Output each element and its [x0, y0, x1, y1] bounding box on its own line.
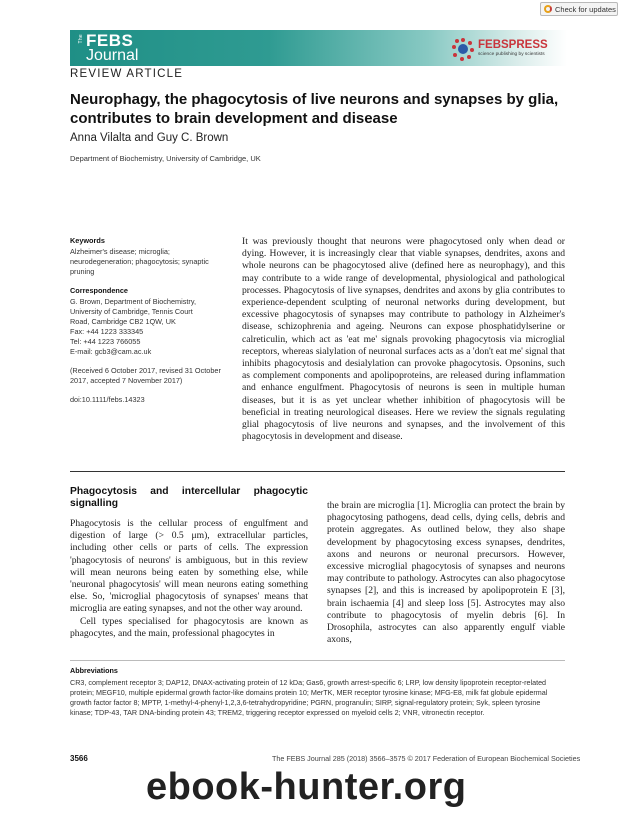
article-sidebar [70, 236, 230, 414]
article-doi[interactable]: doi:10.1111/febs.14323 [70, 395, 145, 404]
footer-citation: The FEBS Journal 285 (2018) 3566–3575 © 2017 Federation of European Biochemical Societies [272, 754, 581, 763]
abbreviations-block [70, 666, 565, 718]
febs-press-mark-icon [452, 38, 474, 60]
article-type: REVIEW ARTICLE [70, 68, 184, 80]
received-dates: (Received 6 October 2017, revised 31 October 2017, accepted 7 November 2017) [70, 366, 221, 385]
correspondence-heading: Correspondence [70, 286, 128, 295]
correspondence-email[interactable]: E-mail: gcb3@cam.ac.uk [70, 347, 152, 356]
journal-logo-the: The [78, 34, 84, 44]
correspondence-fax: Fax: +44 1223 333345 [70, 327, 144, 336]
author-affiliation: Department of Biochemistry, University of Cambridge, UK [70, 154, 261, 163]
body-paragraph: Phagocytosis is the cellular process of engulfment and digestion of large (> 0.5 μm), extracellular particles, including other cells or parts of cells. The expression 'phagocytosis of neurons' is ambiguous, but in this review will mean neurons being eaten by something else, while 'neuronal phagocytosis' will mean neurons eating something else. So, 'microglial phagocytosis of synapses' means that microglia are eating synapses, and not the other way around. [70, 518, 308, 615]
journal-logo-journal: Journal [86, 47, 139, 64]
correspondence-line: G. Brown, Department of Biochemistry, [70, 297, 196, 306]
correspondence-line: Road, Cambridge CB2 1QW, UK [70, 317, 176, 326]
keywords-heading: Keywords [70, 236, 105, 245]
watermark-text: ebook-hunter.org [146, 766, 467, 808]
page-number: 3566 [70, 754, 88, 763]
article-title: Neurophagy, the phagocytosis of live neurons and synapses by glia, contributes to brain development and disease [70, 91, 559, 127]
abstract-text: It was previously thought that neurons were phagocytosed only when dead or dying. However, it is increasingly clear that viable synapses, dendrites, axons and whole neurons can be phagocytosed alive (defined here as neurophagy), and this may contribute to a wide range of developmental, physiological and pathological processes. Phagocytosis of live synapses, dendrites and axons by glia contributes to experience-dependent sculpting of neuronal networks during development, but excessive phagocytosis of synapses may contribute to pathology in Alzheimer's disease, schizophrenia and ageing. Neurons can expose phosphatidylserine or calreticulin, which act as 'eat me' signals provoking phagocytosis via microglial receptors, whereas sialylation of neuronal surfaces acts as a 'don't eat me' signal that inhibits phagocytosis and desialylation can provoke phagocytosis. Opsonins, such as complement components and apolipoproteins, are released during inflammation and enhance engulfment. Phagocytosis of neurons is seen in multiple human diseases, but it is as yet unclear whether inhibition of phagocytosis will be beneficial in treating neurological diseases. Here we review the signals regulating glial phagocytosis of live neurons and synapses, and the involvement of this phagocytosis in development and disease. [242, 236, 565, 443]
keywords-block [70, 236, 230, 277]
article-authors: Anna Vilalta and Guy C. Brown [70, 132, 229, 144]
correspondence-block [70, 286, 230, 357]
abbreviations-text: CR3, complement receptor 3; DAP12, DNAX-activating protein of 12 kDa; Gas6, growth arrest-specific 6; LRP, low density lipoprotein receptor-related protein; MEGF10, multiple epidermal growth factor-like domains protein 10; MerTK, MER receptor tyrosine kinase; MFG-E8, milk fat globule epidermal growth factor factor 8; MPTP, 1-methyl-4-phenyl-1,2,3,6-tetrahydropyridine; PGRN, progranulin; SIRP, signal-regulatory protein; Syk, spleen tyrosine kinase; TDP-43, TAR DNA-binding protein 43; TREM2, triggering receptor expressed on myeloid cells 2; VNR, vitronectin receptor. [70, 678, 548, 717]
check-for-updates-label: Check for updates [555, 4, 616, 14]
correspondence-tel: Tel: +44 1223 766055 [70, 337, 141, 346]
abbreviations-divider [70, 660, 565, 661]
body-paragraph: the brain are microglia [1]. Microglia can protect the brain by phagocytosing pathogens, dead cells, dying cells, debris and protein aggregates. As outlined below, they also shape development by phagocytosing excess synapses, dendrites, axons and neurons or neuronal precursors. However, excessive microglial phagocytosis of synapses and neurons may contribute to pathology. Astrocytes can also phagocytose synapses [2], and this is increased by apolipoprotein E [3], brain ischaemia [4] and sleep loss [5]. Astrocytes may also contribute to phagocytosis of myelin debris [6]. In Drosophila, astrocytes can also apparently engulf viable axons, [327, 500, 565, 646]
check-for-updates-button[interactable] [540, 2, 618, 16]
body-paragraph: Cell types specialised for phagocytosis are known as phagocytes, and the main, professional phagocytes in [70, 615, 308, 639]
publisher-tagline: science publishing by scientists [478, 52, 545, 57]
updates-icon [544, 5, 552, 13]
body-column-left [70, 486, 308, 640]
body-column-right [327, 500, 565, 646]
section-heading: Phagocytosis and intercellular phagocytic signalling [70, 486, 308, 509]
abstract-divider [70, 471, 565, 472]
abbreviations-heading: Abbreviations [70, 666, 118, 675]
publisher-name: FEBSPRESS [478, 39, 548, 51]
keywords-text: Alzheimer's disease; microglia; neurodegeneration; phagocytosis; synaptic pruning [70, 247, 209, 276]
journal-logo-febs: FEBS [86, 31, 134, 50]
correspondence-line: University of Cambridge, Tennis Court [70, 307, 193, 316]
